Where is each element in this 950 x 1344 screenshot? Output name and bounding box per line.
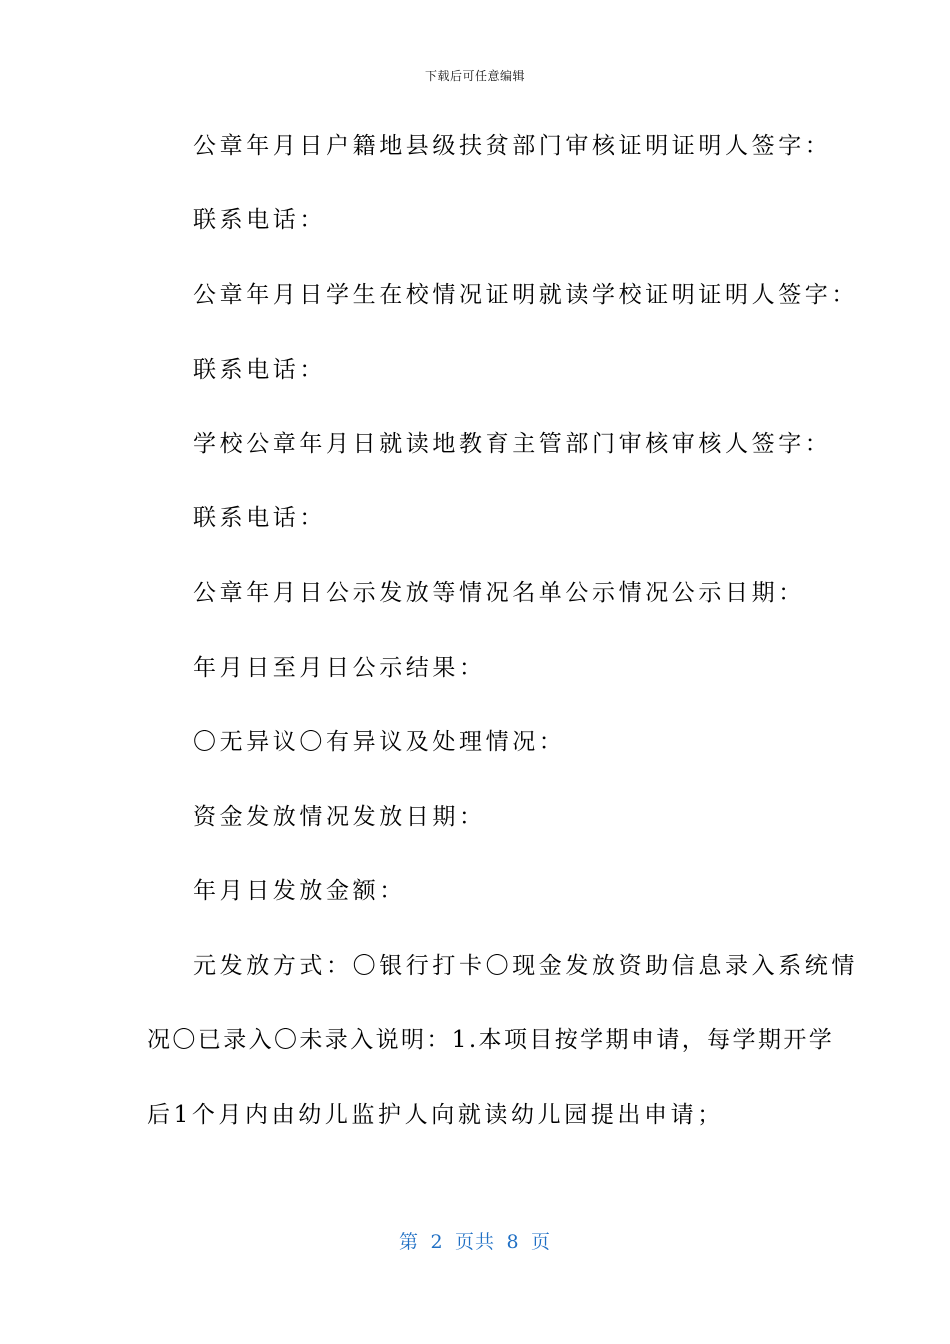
body-line-14: 后1个月内由幼儿监护人向就读幼儿园提出申请； [147, 1102, 724, 1128]
page-number-footer [0, 1227, 950, 1254]
body-line-3: 公章年月日学生在校情况证明就读学校证明证明人签字： [193, 282, 858, 308]
body-line-7: 公章年月日公示发放等情况名单公示情况公示日期： [193, 580, 805, 606]
body-line-6: 联系电话： [193, 505, 326, 531]
footer-current-page: 2 [430, 1231, 444, 1253]
body-line-4: 联系电话： [193, 357, 326, 383]
body-line-5: 学校公章年月日就读地教育主管部门审核审核人签字： [193, 431, 832, 457]
footer-middle: 页共 [454, 1231, 495, 1253]
footer-prefix: 第 [398, 1231, 419, 1253]
body-line-11: 年月日发放金额： [193, 878, 406, 904]
body-line-2: 联系电话： [193, 207, 326, 233]
body-line-8: 年月日至月日公示结果： [193, 655, 486, 681]
body-line-1: 公章年月日户籍地县级扶贫部门审核证明证明人签字： [193, 133, 832, 159]
footer-total-pages: 8 [506, 1231, 520, 1253]
footer-suffix: 页 [531, 1231, 552, 1253]
header-note: 下载后可任意编辑 [424, 69, 525, 83]
body-line-13: 况〇已录入〇未录入说明：1.本项目按学期申请，每学期开学 [147, 1027, 835, 1053]
body-line-12: 元发放方式：〇银行打卡〇现金发放资助信息录入系统情 [193, 953, 858, 979]
body-line-10: 资金发放情况发放日期： [193, 804, 486, 830]
body-line-9: 〇无异议〇有异议及处理情况： [193, 729, 566, 755]
